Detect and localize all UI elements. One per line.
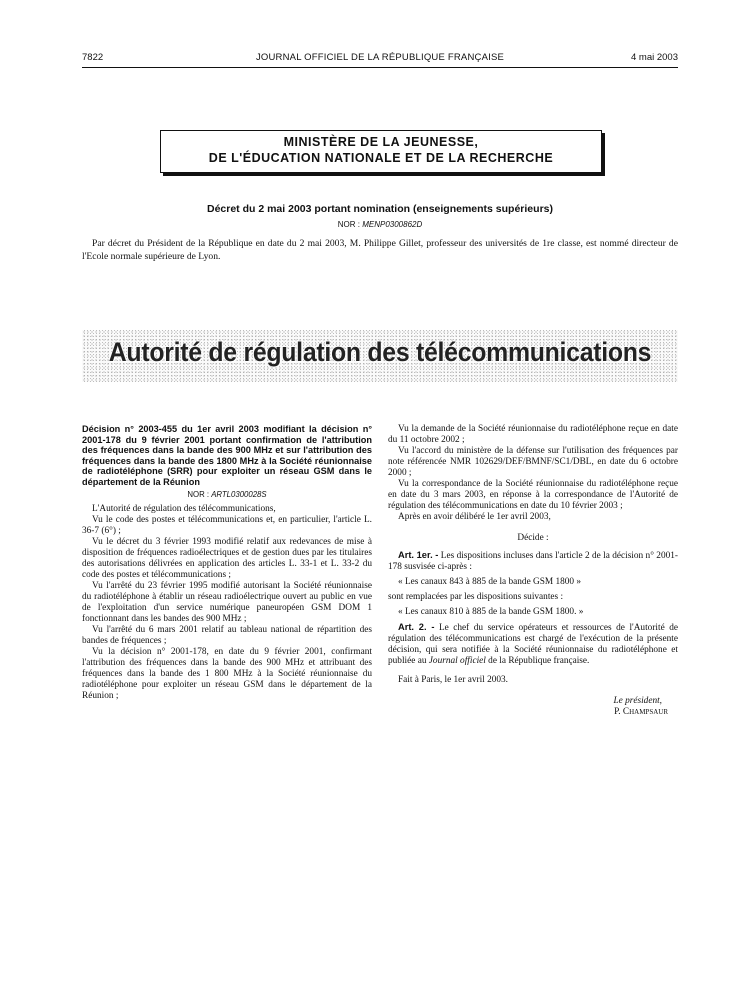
- article-1: [388, 550, 678, 573]
- decision-nor-code: ARTL0300028S: [211, 490, 267, 499]
- right-paragraph: Vu l'accord du ministère de la défense sur l'utilisation des fréquences par note référencée NMR 102629/DEF/BMNF/SC1/DBL, en date du 6 octobre 2000 ;: [388, 446, 678, 478]
- article-1-label: Art. 1er. -: [398, 550, 439, 560]
- decide-heading: Décide :: [517, 533, 549, 543]
- article-2-text-b: de la République française.: [485, 656, 590, 666]
- fait-a-paris: Fait à Paris, le 1er avril 2003.: [398, 675, 508, 685]
- article-1-text: Les dispositions incluses dans l'article 2 de la décision n° 2001-178 susvisée ci-après :: [388, 551, 678, 572]
- signature-title: Le président,: [613, 696, 662, 706]
- right-paragraph: Vu la correspondance de la Société réunionnaise du radiotéléphone reçue en date du 3 mars 2003, en réponse à la correspondance de l'Autorité de régulation des télécommunications en date du 10 février 2003 ;: [388, 479, 678, 511]
- decision-left-column: [82, 424, 372, 702]
- decision-nor-label: NOR :: [187, 490, 212, 499]
- right-paragraph: Vu la demande de la Société réunionnaise du radiotéléphone reçue en date du 11 octobre 2002 ;: [388, 424, 678, 445]
- left-paragraph: Vu l'arrêté du 6 mars 2001 relatif au tableau national de répartition des bandes de fréquences ;: [82, 625, 372, 646]
- left-paragraph: Vu le code des postes et télécommunications et, en particulier, l'article L. 36-7 (6°) ;: [82, 515, 372, 536]
- decret-nor-code: MENP0300862D: [362, 220, 423, 229]
- left-paragraph: Vu l'arrêté du 23 février 1995 modifié autorisant la Société réunionnaise du radiotéléphone à établir un réseau radioélectrique ouvert au public en vue de l'exploitation d'un service numérique paneuropéen GSM DOM 1 fonctionnant dans les bandes des 900 MHz ;: [82, 581, 372, 624]
- header-rule: [82, 67, 678, 68]
- left-paragraph: Vu la décision n° 2001-178, en date du 9 février 2001, confirmant l'attribution des fréquences dans la bande des 900 MHz et attribuant des fréquences dans la bande des 1 800 MHz à la Société réunionnaise du radiotéléphone pour exploiter un réseau GSM dans le département de la Réunion ;: [82, 647, 372, 701]
- page-header: [82, 52, 678, 66]
- article-2-journal: Journal officiel: [428, 656, 486, 666]
- signature-name: P. Champsaur: [614, 707, 668, 717]
- right-paragraph: Après en avoir délibéré le 1er avril 2003,: [398, 512, 551, 522]
- authority-title: Autorité de régulation des télécommunications: [108, 337, 652, 367]
- decret-body: Par décret du Président de la République en date du 2 mai 2003, M. Philippe Gillet, professeur des universités de 1re classe, est nommé directeur de l'Ecole normale supérieure de Lyon.: [82, 238, 678, 262]
- decret-nor: [82, 220, 678, 229]
- article-1-replaced: sont remplacées par les dispositions suivantes :: [388, 592, 564, 602]
- ministry-box: [160, 130, 602, 173]
- decision-right-column: [388, 424, 678, 718]
- left-paragraph: L'Autorité de régulation des télécommunications,: [92, 504, 276, 514]
- article-2-text-a: Le chef du service opérateurs et ressources de l'Autorité de régulation des télécommunications est chargé de l'exécution de la présente décision, qui sera notifiée à la Société réunionnaise du radiotéléphone et publiée au: [388, 623, 678, 666]
- article-2: [388, 622, 678, 667]
- page-number: 7822: [82, 52, 104, 63]
- article-2-label: Art. 2. -: [398, 622, 435, 632]
- ministry-line-1: MINISTÈRE DE LA JEUNESSE,: [283, 135, 479, 149]
- issue-date: 4 mai 2003: [630, 52, 678, 63]
- left-paragraph: Vu le décret du 3 février 1993 modifié relatif aux redevances de mise à disposition de fréquences radioélectriques et de gestion dues par les titulaires des autorisations délivrées en application des articles L. 33-1 et L. 33-2 du code des postes et télécommunications ;: [82, 537, 372, 580]
- ministry-line-2: DE L'ÉDUCATION NATIONALE ET DE LA RECHERCHE: [208, 151, 554, 165]
- article-1-quote-old: « Les canaux 843 à 885 de la bande GSM 1800 »: [398, 577, 582, 587]
- decision-title: Décision n° 2003-455 du 1er avril 2003 modifiant la décision n° 2001-178 du 9 février 2001 portant confirmation de l'attribution des fréquences dans la bande des 900 MHz et sur l'attribution des fréquences dans la bande des 1800 MHz à la Société réunionnaise de radiotéléphone (SRR) pour exploiter un réseau GSM dans le département de la Réunion: [82, 424, 372, 487]
- article-1-quote-new: « Les canaux 810 à 885 de la bande GSM 1800. »: [398, 607, 584, 617]
- decret-title: Décret du 2 mai 2003 portant nomination (enseignements supérieurs): [206, 203, 553, 215]
- decret-nor-label: NOR :: [337, 220, 363, 229]
- journal-title: JOURNAL OFFICIEL DE LA RÉPUBLIQUE FRANÇAISE: [255, 52, 505, 63]
- decision-nor: [82, 489, 372, 500]
